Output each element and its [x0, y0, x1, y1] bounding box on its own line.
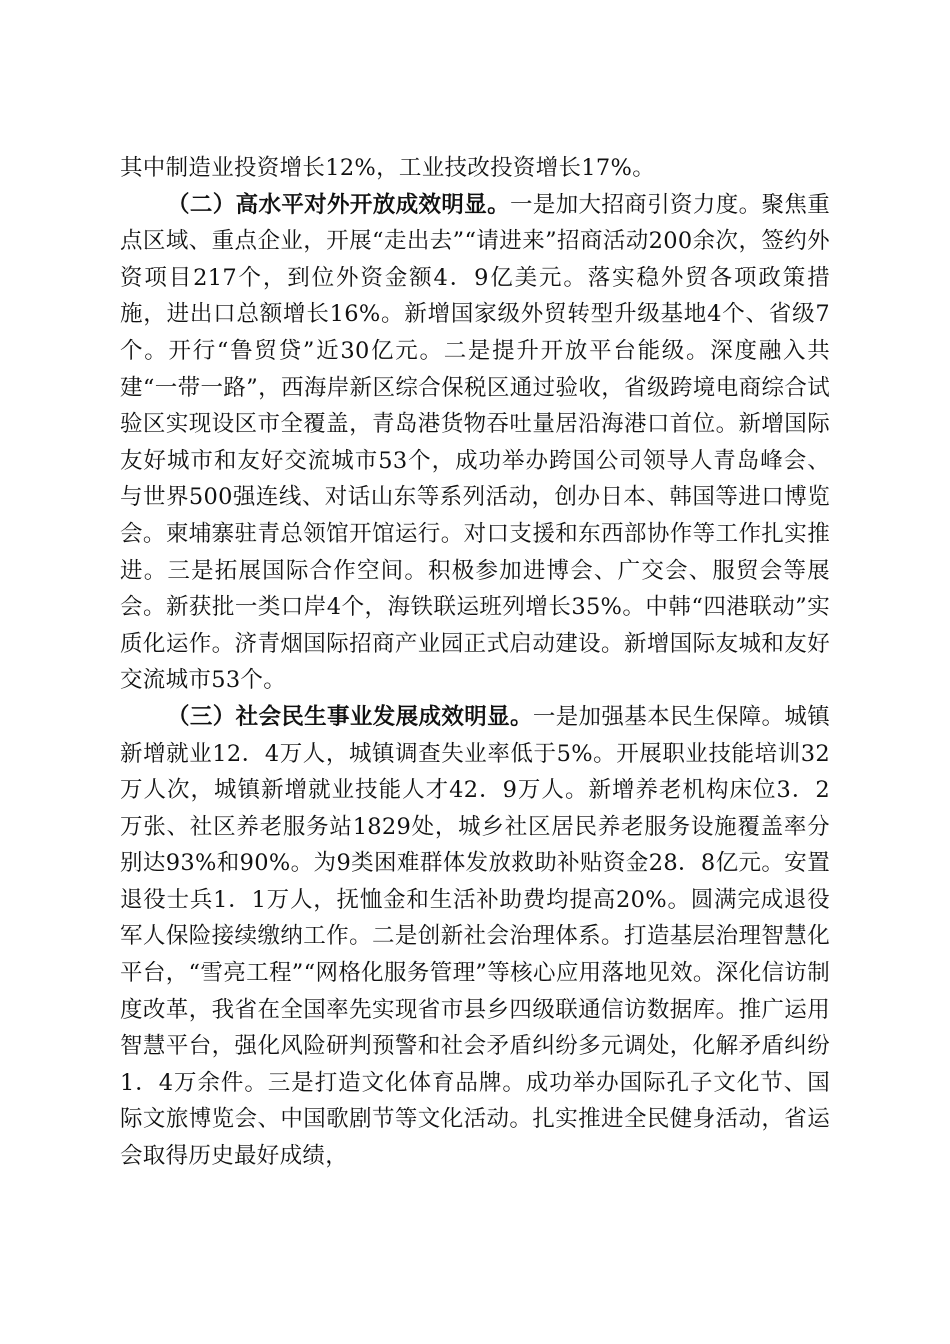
paragraph-text: 一是加大招商引资力度。聚焦重点区域、重点企业，开展“走出去”“请进来”招商活动200余次，签约外资项目217个，到位外资金额4．9亿美元。落实稳外贸各项政策措施，进出口总额增长16%。新增国家级外贸转型升级基地4个、省级7个。开行“鲁贸贷”近30亿元。二是提升开放平台能级。深度融入共建“一带一路”，西海岸新区综合保税区通过验收，省级跨境电商综合试验区实现设区市全覆盖，青岛港货物吞吐量居沿海港口首位。新增国际友好城市和友好交流城市53个，成功举办跨国公司领导人青岛峰会、与世界500强连线、对话山东等系列活动，创办日本、韩国等进口博览会。柬埔寨驻青总领馆开馆运行。对口支援和东西部协作等工作扎实推进。三是拓展国际合作空间。积极参加进博会、广交会、服贸会等展会。新获批一类口岸4个，海铁联运班列增长35%。中韩“四港联动”实质化运作。济青烟国际招商产业园正式启动建设。新增国际友城和友好交流城市53个。: [120, 191, 830, 694]
paragraph-text: 其中制造业投资增长12%，工业技改投资增长17%。: [120, 155, 656, 181]
paragraph-manufacturing-investment: [120, 150, 830, 187]
paragraph-text: 一是加强基本民生保障。城镇新增就业12．4万人，城镇调查失业率低于5%。开展职业技能培训32万人次，城镇新增就业技能人才42．9万人。新增养老机构床位3．2万张、社区养老服务站1829处，城乡社区居民养老服务设施覆盖率分别达93%和90%。为9类困难群体发放救助补贴资金28．8亿元。安置退役士兵1．1万人，抚恤金和生活补助费均提高20%。圆满完成退役军人保险接续缴纳工作。二是创新社会治理体系。打造基层治理智慧化平台，“雪亮工程”“网格化服务管理”等核心应用落地见效。深化信访制度改革，我省在全国率先实现省市县乡四级联通信访数据库。推广运用智慧平台，强化风险研判预警和社会矛盾纠纷多元调处，化解矛盾纠纷1．4万余件。三是打造文化体育品牌。成功举办国际孔子文化节、国际文旅博览会、中国歌剧节等文化活动。扎实推进全民健身活动，省运会取得历史最好成绩，: [120, 703, 830, 1170]
document-body: [120, 150, 830, 1175]
paragraph-livelihood: [120, 699, 830, 1175]
section-heading: （三）社会民生事业发展成效明显。: [167, 703, 533, 730]
section-heading: （二）高水平对外开放成效明显。: [167, 191, 510, 218]
paragraph-opening-up: [120, 187, 830, 699]
